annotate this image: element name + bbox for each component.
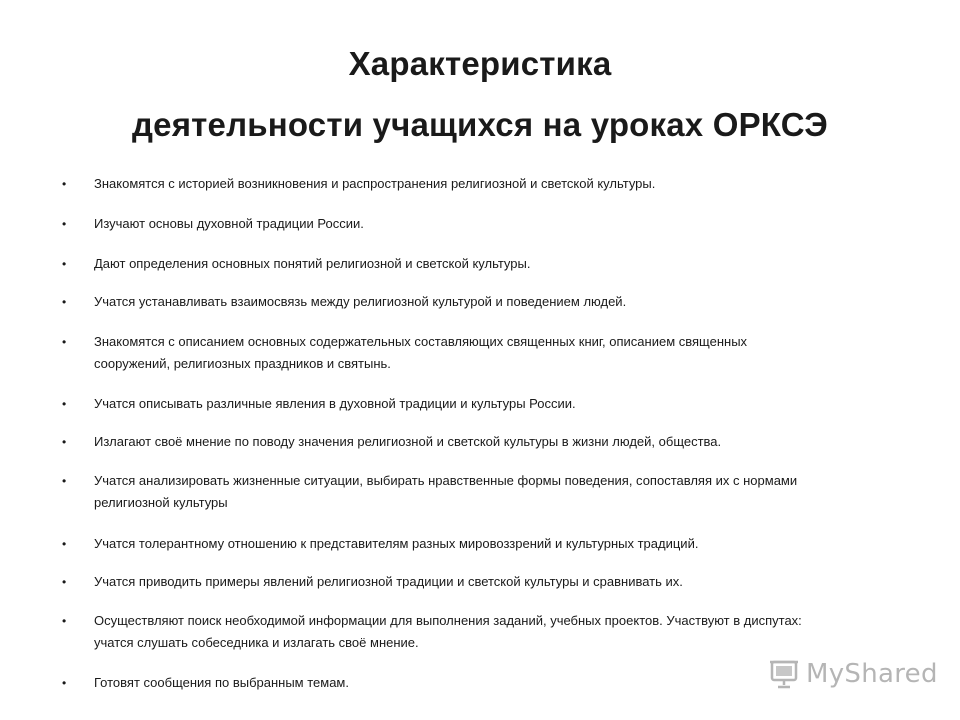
list-item-text: Учатся описывать различные явления в духовной традиции и культуры России. (94, 396, 576, 411)
bullet: • (62, 614, 67, 628)
bullet: • (62, 676, 67, 690)
list-item-text: Учатся толерантному отношению к представителям разных мировоззрений и культурных традиций. (94, 536, 699, 551)
list-item (62, 213, 894, 235)
watermark-text: MyShared (806, 659, 938, 689)
list-item (62, 610, 894, 654)
slide-title-line-2: деятельности учащихся на уроках ОРКСЭ (132, 106, 828, 143)
list-item (62, 431, 894, 453)
slide-title-line-1: Характеристика (348, 45, 612, 82)
list-item (62, 331, 894, 375)
list-item-text: Учатся приводить примеры явлений религиозной традиции и светской культуры и сравнивать их. (94, 574, 683, 589)
presentation-board-icon (768, 658, 800, 690)
list-item (62, 253, 894, 275)
list-item (62, 173, 894, 195)
list-item-text: Осуществляют поиск необходимой информации для выполнения заданий, учебных проектов. Участвуют в диспутах: (94, 613, 802, 628)
list-item (62, 571, 894, 593)
bullet: • (62, 295, 67, 309)
bullet: • (62, 537, 67, 551)
list-item-text: Готовят сообщения по выбранным темам. (94, 675, 349, 690)
list-item-text: Излагают своё мнение по поводу значения религиозной и светской культуры в жизни людей, общества. (94, 434, 722, 449)
bullet: • (62, 397, 67, 411)
list-item-text: Учатся анализировать жизненные ситуации, выбирать нравственные формы поведения, сопоставляя их с нормами (94, 473, 798, 488)
bullet: • (62, 217, 67, 231)
list-item-text: учатся слушать собеседника и излагать своё мнение. (94, 635, 419, 650)
bullet: • (62, 177, 67, 191)
list-item (62, 533, 894, 555)
list-item-text: Дают определения основных понятий религиозной и светской культуры. (94, 256, 531, 271)
list-item-text: религиозной культуры (94, 495, 228, 510)
list-item (62, 291, 894, 313)
list-item-text: сооружений, религиозных праздников и святынь. (94, 356, 391, 371)
bullet: • (62, 335, 67, 349)
list-item-text: Знакомятся с описанием основных содержательных составляющих священных книг, описанием священных (94, 334, 748, 349)
list-item-text: Знакомятся с историей возникновения и распространения религиозной и светской культуры. (94, 176, 656, 191)
list-item-text: Учатся устанавливать взаимосвязь между религиозной культурой и поведением людей. (94, 294, 627, 309)
watermark (768, 656, 938, 692)
bullet: • (62, 575, 67, 589)
bullet: • (62, 435, 67, 449)
list-item (62, 470, 894, 514)
bullet: • (62, 257, 67, 271)
bullet: • (62, 474, 67, 488)
list-item-text: Изучают основы духовной традиции России. (94, 216, 364, 231)
list-item (62, 393, 894, 415)
